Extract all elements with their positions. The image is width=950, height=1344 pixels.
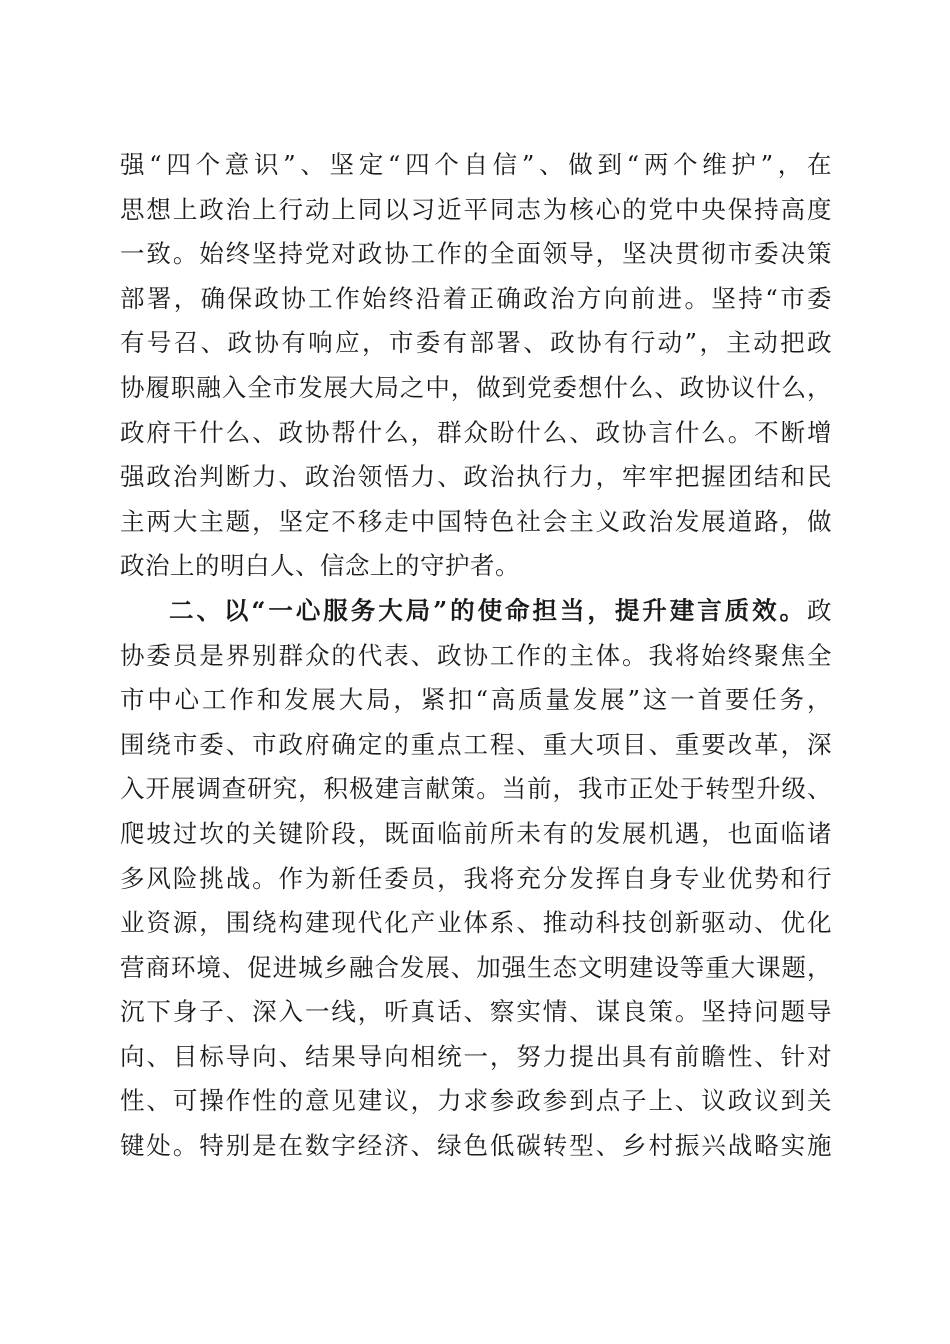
section-heading-tail: 政: [807, 595, 832, 625]
paragraph-line: 政治上的明白人、信念上的守护者。: [120, 551, 520, 581]
paragraph-line: 性、可操作性的意见建议，力求参政参到点子上、议政议到关: [120, 1086, 832, 1116]
paragraph-line: 沉下身子、深入一线，听真话、察实情、谋良策。坚持问题导: [120, 997, 832, 1027]
paragraph-line: 部署，确保政协工作始终沿着正确政治方向前进。坚持“市委: [120, 283, 832, 313]
section-heading-line: [120, 589, 832, 634]
paragraph-line: 多风险挑战。作为新任委员，我将充分发挥自身专业优势和行: [120, 863, 832, 893]
paragraph-line: 协委员是界别群众的代表、政协工作的主体。我将始终聚焦全: [120, 640, 832, 670]
paragraph-line: 政府干什么、政协帮什么，群众盼什么、政协言什么。不断增: [120, 417, 832, 447]
paragraph-line: 协履职融入全市发展大局之中，做到党委想什么、政协议什么，: [120, 372, 832, 402]
paragraph-line: 一致。始终坚持党对政协工作的全面领导，坚决贯彻市委决策: [120, 239, 832, 269]
paragraph-line: 围绕市委、市政府确定的重点工程、重大项目、重要改革，深: [120, 729, 832, 759]
paragraph-line: 思想上政治上行动上同以习近平同志为核心的党中央保持高度: [120, 194, 832, 224]
paragraph-line: 键处。特别是在数字经济、绿色低碳转型、乡村振兴战略实施: [120, 1131, 832, 1161]
paragraph-line: 强政治判断力、政治领悟力、政治执行力，牢牢把握团结和民: [120, 462, 832, 492]
paragraph-line: 向、目标导向、结果导向相统一，努力提出具有前瞻性、针对: [120, 1041, 832, 1071]
paragraph-line: 主两大主题，坚定不移走中国特色社会主义政治发展道路，做: [120, 506, 832, 536]
paragraph-line: 强“四个意识”、坚定“四个自信”、做到“两个维护”，在: [120, 150, 832, 179]
paragraph-line: 入开展调查研究，积极建言献策。当前，我市正处于转型升级、: [120, 774, 832, 804]
paragraph-line: 业资源，围绕构建现代化产业体系、推动科技创新驱动、优化: [120, 908, 832, 938]
paragraph-line: 市中心工作和发展大局，紧扣“高质量发展”这一首要任务，: [120, 685, 832, 715]
section-heading: 二、以“一心服务大局”的使命担当，提升建言质效。: [169, 595, 807, 625]
paragraph-line: 有号召、政协有响应，市委有部署、政协有行动”，主动把政: [120, 328, 832, 358]
paragraph-line: 营商环境、促进城乡融合发展、加强生态文明建设等重大课题，: [120, 952, 832, 982]
paragraph-line: 爬坡过坎的关键阶段，既面临前所未有的发展机遇，也面临诸: [120, 818, 832, 848]
document-body: [120, 143, 832, 1169]
